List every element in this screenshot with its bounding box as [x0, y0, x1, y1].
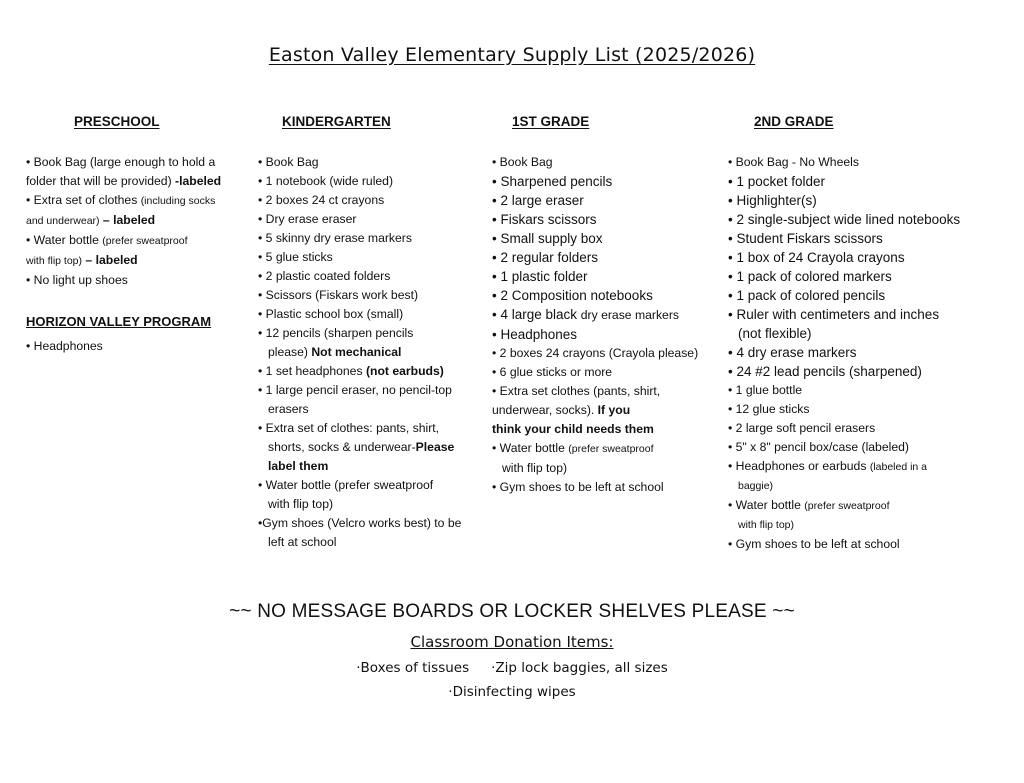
list-item: • 1 plastic folder [492, 269, 588, 284]
list-item [728, 457, 998, 496]
list-item: • Headphones [26, 339, 103, 353]
donation-item: ·Zip lock baggies, all sizes [491, 660, 668, 676]
list-item [492, 439, 722, 478]
item-text: • Book Bag (large enough to hold a [26, 155, 216, 169]
list-item: • 24 #2 lead pencils (sharpened) [728, 364, 922, 379]
item-emphasis: label them [268, 459, 329, 473]
list-item [26, 191, 246, 231]
list-item: • 5 skinny dry erase markers [258, 231, 412, 245]
list-item: • Dry erase eraser [258, 212, 357, 226]
item-note: (prefer sweatproof [804, 500, 890, 512]
item-note: (including socks [140, 195, 216, 207]
item-note: (labeled in a [869, 461, 928, 473]
item-note: with flip top) [26, 255, 83, 267]
list-item [26, 153, 246, 191]
item-text: •Gym shoes (Velcro works best) to be [258, 516, 462, 530]
donation-item: ·Boxes of tissues [356, 660, 470, 676]
item-text: • 1 set headphones [258, 364, 366, 378]
list-item: • Gym shoes to be left at school [492, 480, 664, 494]
item-emphasis: – labeled [82, 253, 138, 267]
item-text: underwear, socks). [492, 403, 598, 417]
list-item: • Gym shoes to be left at school [728, 537, 900, 551]
list-item: • Sharpened pencils [492, 174, 613, 189]
list-item [258, 476, 488, 514]
list-item: • 6 glue sticks or more [492, 365, 613, 379]
list-item: • Highlighter(s) [728, 193, 817, 208]
list-item [258, 419, 488, 476]
list-item: • No light up shoes [26, 273, 128, 287]
list-item: • Plastic school box (small) [258, 307, 404, 321]
item-text: • 4 large black [492, 307, 581, 322]
item-text: • Ruler with centimeters and inches [728, 307, 940, 322]
list-item [492, 305, 722, 325]
second-grade-list [728, 153, 998, 554]
list-item: • Student Fiskars scissors [728, 231, 883, 246]
list-item: • 12 glue sticks [728, 402, 810, 416]
item-text: • Extra set of clothes: pants, shirt, [258, 421, 440, 435]
list-item: • 2 regular folders [492, 250, 599, 265]
item-emphasis: Not mechanical [311, 345, 402, 359]
item-text: left at school [268, 535, 337, 549]
donation-items [0, 656, 1024, 704]
program-list [26, 337, 246, 356]
list-item: • 2 Composition notebooks [492, 288, 653, 303]
item-emphasis: Please [415, 440, 455, 454]
notice-banner: ~~ NO MESSAGE BOARDS OR LOCKER SHELVES PLEASE ~~ [229, 601, 795, 622]
item-note: (prefer sweatproof [102, 235, 188, 247]
list-item: • Headphones [492, 327, 578, 342]
list-item [26, 231, 246, 271]
list-item: • Book Bag [258, 155, 319, 169]
item-text: • Extra set of clothes [26, 193, 141, 207]
list-item: • 1 pack of colored markers [728, 269, 892, 284]
list-item: • 1 glue bottle [728, 383, 803, 397]
donation-title: Classroom Donation Items: [410, 633, 614, 651]
list-item [492, 382, 722, 439]
item-text: folder that will be provided) [26, 174, 172, 188]
first-grade-list [492, 153, 722, 497]
list-item: • 4 dry erase markers [728, 345, 857, 360]
second-grade-heading: 2ND GRADE [754, 114, 834, 129]
kindergarten-column [258, 112, 488, 552]
item-text: with flip top) [268, 497, 334, 511]
item-text: • Water bottle [26, 233, 103, 247]
list-item: • Fiskars scissors [492, 212, 597, 227]
item-note: and underwear) [26, 215, 100, 227]
list-item: • 1 pocket folder [728, 174, 826, 189]
list-item: • Scissors (Fiskars work best) [258, 288, 419, 302]
item-text: (not flexible) [738, 326, 812, 341]
list-item: • Small supply box [492, 231, 603, 246]
page-title: Easton Valley Elementary Supply List (2025/2026) [268, 44, 756, 66]
list-item: • 2 boxes 24 crayons (Crayola please) [492, 346, 699, 360]
list-item: • 5 glue sticks [258, 250, 333, 264]
preschool-column [26, 112, 246, 356]
list-item: • 2 plastic coated folders [258, 269, 391, 283]
first-grade-column [492, 112, 722, 497]
list-item: • 2 boxes 24 ct crayons [258, 193, 385, 207]
list-item: • Book Bag - No Wheels [728, 155, 859, 169]
list-item: • 1 notebook (wide ruled) [258, 174, 394, 188]
program-heading: HORIZON VALLEY PROGRAM [26, 314, 212, 329]
item-text: please) [268, 345, 312, 359]
list-item [728, 496, 998, 535]
item-text: shorts, socks & underwear- [268, 440, 416, 454]
item-text: • Extra set clothes (pants, shirt, [492, 384, 661, 398]
list-item [258, 514, 488, 552]
list-item: • 5" x 8" pencil box/case (labeled) [728, 440, 909, 454]
item-note: baggie) [738, 480, 774, 492]
item-emphasis: -labeled [171, 174, 222, 188]
item-text: dry erase markers [580, 308, 679, 322]
list-item: • 1 pack of colored pencils [728, 288, 886, 303]
list-item [258, 324, 488, 362]
preschool-list [26, 153, 246, 290]
item-text: erasers [268, 402, 309, 416]
list-item: • 1 box of 24 Crayola crayons [728, 250, 905, 265]
item-text: • Water bottle [492, 441, 569, 455]
item-emphasis: – labeled [99, 213, 156, 227]
kindergarten-heading: KINDERGARTEN [282, 114, 391, 129]
item-note: (prefer sweatproof [568, 443, 654, 455]
list-item [258, 381, 488, 419]
item-text: • Headphones or earbuds [728, 459, 870, 473]
list-item: • Book Bag [492, 155, 553, 169]
list-item: • 2 large soft pencil erasers [728, 421, 876, 435]
item-text: • 1 large pencil eraser, no pencil-top [258, 383, 452, 397]
item-text: • Water bottle (prefer sweatproof [258, 478, 434, 492]
list-item: • 2 single-subject wide lined notebooks [728, 212, 961, 227]
list-item: • 2 large eraser [492, 193, 584, 208]
list-item [258, 362, 488, 381]
item-emphasis: If you [597, 403, 631, 417]
second-grade-column [728, 112, 998, 554]
item-text: with flip top) [502, 461, 568, 475]
kindergarten-list [258, 153, 488, 552]
first-grade-heading: 1ST GRADE [512, 114, 590, 129]
item-emphasis: think your child needs them [492, 422, 654, 436]
item-note: with flip top) [738, 519, 795, 531]
donation-item: ·Disinfecting wipes [448, 684, 576, 700]
item-text: • Water bottle [728, 498, 805, 512]
item-emphasis: (not earbuds) [365, 364, 444, 378]
preschool-heading: PRESCHOOL [74, 114, 160, 129]
list-item [728, 305, 998, 343]
item-text: • 12 pencils (sharpen pencils [258, 326, 414, 340]
